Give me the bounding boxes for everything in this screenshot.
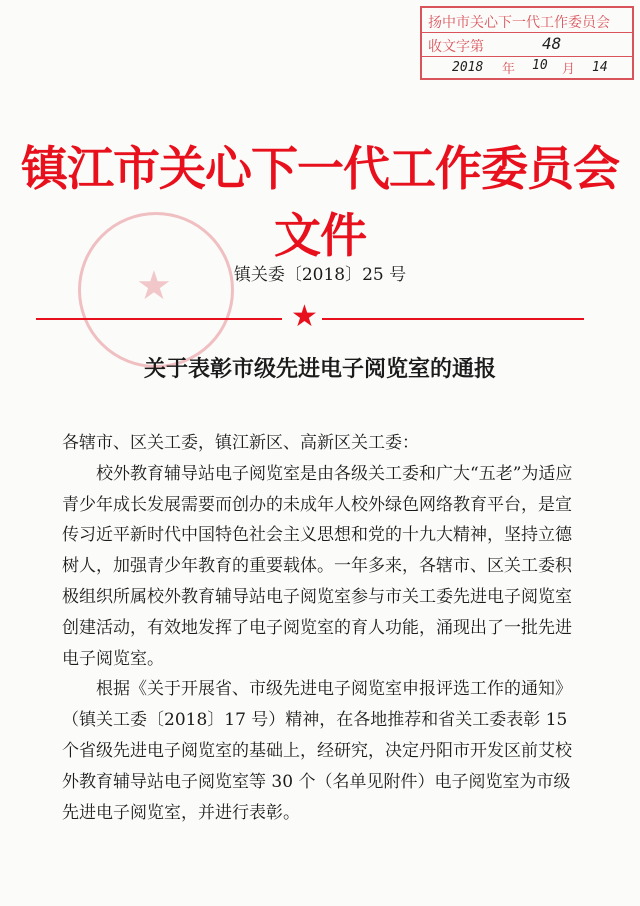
receipt-stamp [420, 6, 634, 80]
red-divider-right [322, 318, 584, 320]
salutation: 各辖市、区关工委，镇江新区、高新区关工委： [62, 433, 419, 453]
stamp-org: 扬中市关心下一代工作委员会 [428, 15, 610, 31]
document-header-title: 镇江市关心下一代工作委员会文件 [21, 142, 619, 264]
document-subject: 关于表彰市级先进电子阅览室的通报 [143, 356, 496, 382]
red-star-icon: ★ [291, 299, 318, 334]
body-paragraph-1: 校外教育辅导站电子阅览室是由各级关工委和广大“五老”为适应青少年成长发展需要而创办的未成年人校外绿色网络教育平台，是宣传习近平新时代中国特色社会主义思想和党的十九大精神，坚持立德树人，加强青少年教育的重要载体。一年多来，各辖市、区关工委积极组织所属校外教育辅导站电子阅览室参与市关工委先进电子阅览室创建活动，有效地发挥了电子阅览室的育人功能，涌现出了一批先进电子阅览室。 [62, 463, 573, 669]
document-body [62, 428, 582, 828]
stamp-number: 48 [542, 34, 562, 53]
stamp-month-unit: 月 [562, 62, 576, 77]
stamp-day: 14 [592, 60, 608, 75]
stamp-year-unit: 年 [502, 62, 516, 77]
document-number: 镇关委〔2018〕25 号 [233, 265, 407, 285]
stamp-month: 10 [532, 58, 548, 73]
body-paragraph-2: 根据《关于开展省、市级先进电子阅览室申报评选工作的通知》（镇关工委〔2018〕17 号）精神，在各地推荐和省关工委表彰 15 个省级先进电子阅览室的基础上，经研究，决定丹阳市开发区前艾校外教育辅导站电子阅览室等 30 个（名单见附件）电子阅览室为市级先进电子阅览室，并进行表彰。 [62, 679, 572, 823]
red-divider-left [36, 318, 282, 320]
stamp-year: 2018 [452, 60, 484, 75]
stamp-label: 收文字第 [428, 39, 484, 55]
seal-star-icon: ★ [136, 263, 172, 309]
